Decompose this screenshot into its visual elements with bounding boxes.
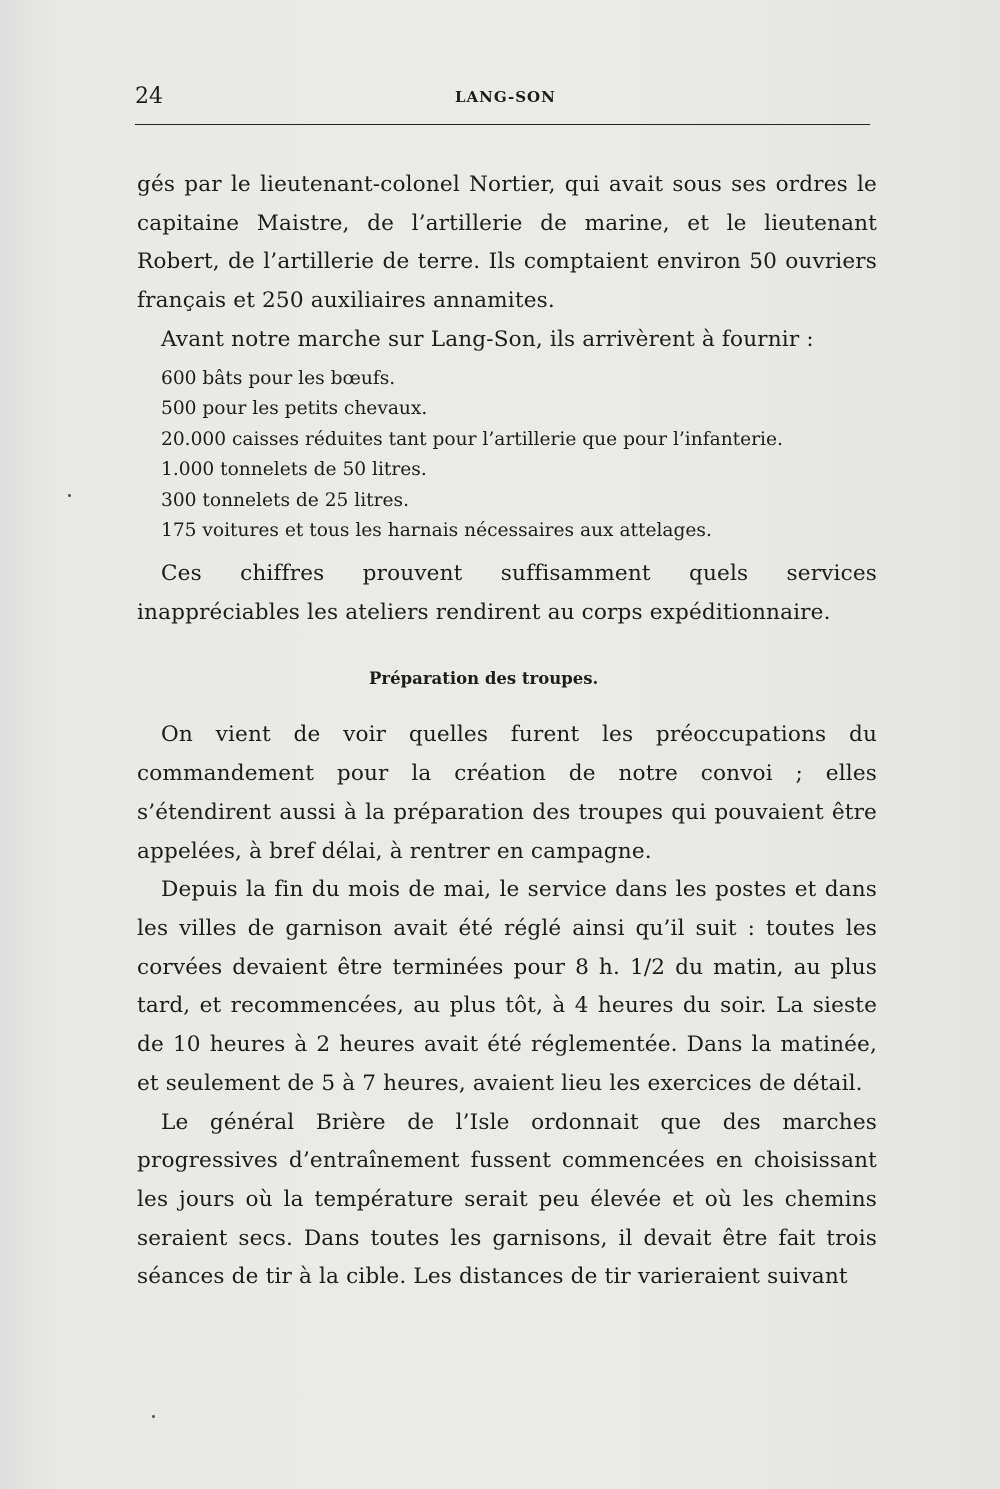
paragraph: Depuis la fin du mois de mai, le service dans les postes et dans les villes de garnison avait été réglé ainsi qu’il suit : toutes les corvées devaient être terminées pour 8 h. 1/2 du matin, au plus tard, et recommencées, au plus tôt, à 4 heures du soir. La sieste de 10 heures à 2 heures avait été réglementée. Dans la matinée, et seulement de 5 à 7 heures, avaient lieu les exercices de détail. <box>137 877 877 1096</box>
ink-speck <box>152 1415 155 1418</box>
section-heading: Préparation des troupes. <box>369 669 599 689</box>
list-item: 1.000 tonnelets de 50 litres. <box>161 459 427 481</box>
supplies-list <box>137 364 877 548</box>
paragraph: On vient de voir quelles furent les préoccupations du commandement pour la création de notre convoi ; elles s’étendirent aussi à la préparation des troupes qui pouvaient être appelées, à bref délai, à rentrer en campagne. <box>137 722 877 864</box>
paragraph-after-list: Ces chiffres prouvent suffisamment quels services inappréciables les ateliers rendirent au corps expéditionnaire. <box>137 561 877 625</box>
list-item: 175 voitures et tous les harnais nécessaires aux attelages. <box>161 520 712 542</box>
page-number: 24 <box>135 84 163 109</box>
list-item: 600 bâts pour les bœufs. <box>161 367 396 389</box>
paragraph-continuation: gés par le lieutenant-colonel Nortier, qui avait sous ses ordres le capitaine Maistre, de l’artillerie de marine, et le lieutenant Robert, de l’artillerie de terre. Ils comptaient environ 50 ouvriers français et 250 auxiliaires annamites. <box>137 172 877 314</box>
paragraph: Le général Brière de l’Isle ordonnait que des marches progressives d’entraînement fussent commencées en choisissant les jours où la température serait peu élevée et où les chemins seraient secs. Dans toutes les garnisons, il devait être fait trois séances de tir à la cible. Les distances de tir varieraient suivant <box>137 1109 877 1290</box>
paragraph-list-intro: Avant notre marche sur Lang-Son, ils arrivèrent à fournir : <box>161 326 814 352</box>
list-item: 20.000 caisses réduites tant pour l’artillerie que pour l’infanterie. <box>161 428 783 450</box>
list-item: 300 tonnelets de 25 litres. <box>161 489 409 511</box>
page-body <box>137 166 877 1297</box>
ink-speck <box>68 494 71 497</box>
page-header <box>135 84 870 114</box>
header-rule <box>135 124 870 125</box>
running-head: LANG-SON <box>455 88 556 106</box>
list-item: 500 pour les petits chevaux. <box>161 398 428 420</box>
